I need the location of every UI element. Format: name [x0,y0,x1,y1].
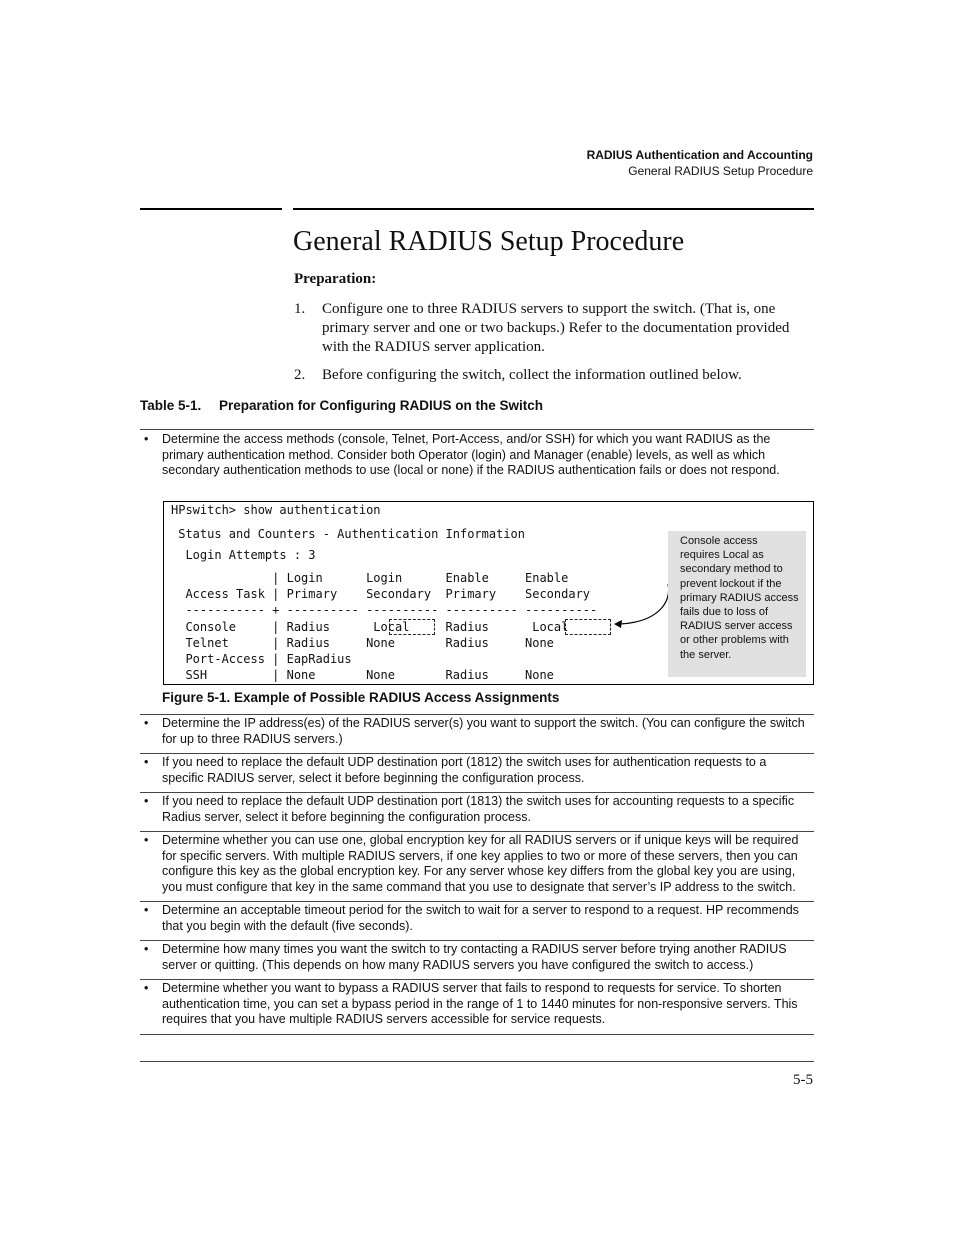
table-rule [140,940,814,941]
table-row [140,903,814,935]
local-highlight-box [389,619,435,635]
top-rule-right [293,208,814,210]
figure-caption: Figure 5-1. Example of Possible RADIUS Access Assignments [162,690,560,705]
callout-note [668,531,806,677]
table-caption-label: Table 5-1. [140,398,202,413]
terminal-line: Console | Radius Local Radius Local [171,620,569,634]
step-text: Before configuring the switch, collect the information outlined below. [322,367,742,383]
table-row [140,755,814,787]
terminal-line: | Login Login Enable Enable [171,571,569,585]
terminal-line: Access Task | Primary Secondary Primary Secondary [171,587,591,601]
table-row [140,942,814,974]
step-text: Configure one to three RADIUS servers to support the switch. (That is, one primary server and one or two backups.) Refer to the documentation provided with the RADIUS server application. [322,301,790,355]
page-number: 5-5 [793,1072,813,1088]
table-caption [140,398,543,413]
row-text: Determine how many times you want the switch to try contacting a RADIUS server before trying another RADIUS server or quitting. (This depends on how many RADIUS servers you have configured the switch to access.) [162,942,787,972]
running-header [587,147,813,179]
header-chapter: RADIUS Authentication and Accounting [586,148,813,162]
terminal-line: Status and Counters - Authentication Information [171,527,526,541]
table-rule [140,1034,814,1035]
table-caption-text: Preparation for Configuring RADIUS on the Switch [219,398,543,413]
table-rule [140,792,814,793]
row-text: Determine the access methods (console, Telnet, Port-Access, and/or SSH) for which you want RADIUS as the primary authentication method. Consider both Operator (login) and Manager (enable) levels, as well as which secondary authentication methods to use (local or none) if the RADIUS authentication fails or does not respond. [162,432,780,477]
row-text: Determine the IP address(es) of the RADIUS server(s) you want to support the switch. (You can configure the switch for up to three RADIUS servers.) [162,716,805,746]
table-rule [140,831,814,832]
table-row [140,716,814,748]
bullet-marker: • [144,716,149,730]
bullet-marker: • [144,903,149,917]
callout-text: Console access requires Local as secondary method to prevent lockout if the primary RADIUS access fails due to loss of RADIUS server access or other problems with the server. [680,535,799,661]
row-text: Determine whether you want to bypass a RADIUS server that fails to respond to requests for service. To shorten authentication time, you can set a bypass period in the range of 1 to 1440 minutes for non-responsive servers. This requires that you have multiple RADIUS servers accessible for service requests. [162,981,798,1026]
bullet-marker: • [144,981,149,995]
table-row [140,794,814,826]
step-number: 1. [294,301,306,317]
row-text: If you need to replace the default UDP destination port (1812) the switch uses for authentication requests to a specific RADIUS server, select it before beginning the configuration process. [162,755,767,785]
terminal-line: HPswitch> show authentication [171,503,381,517]
table-row [140,833,814,896]
table-rule [140,753,814,754]
row-text: Determine whether you can use one, global encryption key for all RADIUS servers or if unique keys will be required for specific servers. With multiple RADIUS servers, if one key applies to two or more of these servers, then you can configure this key as the global encryption key. For any server whose key differs from the global key you are using, you must configure that key in the same command that you use to designate that server’s IP address to the switch. [162,833,799,894]
row-text: If you need to replace the default UDP destination port (1813) the switch uses for accounting requests to a specific Radius server, select it before beginning the configuration process. [162,794,795,824]
terminal-line: Telnet | Radius None Radius None [171,636,554,650]
step-2 [294,366,816,386]
table-row [140,432,814,480]
bullet-marker: • [144,833,149,847]
page-title: General RADIUS Setup Procedure [293,226,685,257]
bullet-marker: • [144,432,149,446]
top-rule-left [140,208,282,210]
row-text: Determine an acceptable timeout period for the switch to wait for a server to respond to a request. HP recommends that you begin with the default (five seconds). [162,903,799,933]
table-rule [140,979,814,980]
preparation-heading: Preparation: [294,271,377,287]
bullet-marker: • [144,794,149,808]
header-section: General RADIUS Setup Procedure [628,164,813,178]
bullet-marker: • [144,755,149,769]
bullet-marker: • [144,942,149,956]
terminal-line: ----------- + ---------- ---------- ---------- ---------- [171,603,598,617]
step-1 [294,300,816,358]
terminal-line: Port-Access | EapRadius [171,652,352,666]
table-rule [140,714,814,715]
terminal-line: Login Attempts : 3 [171,548,316,562]
step-number: 2. [294,367,306,383]
table-rule [140,901,814,902]
footer-rule [140,1061,814,1062]
table-row [140,981,814,1029]
terminal-line: SSH | None None Radius None [171,668,554,682]
table-rule [140,429,814,430]
